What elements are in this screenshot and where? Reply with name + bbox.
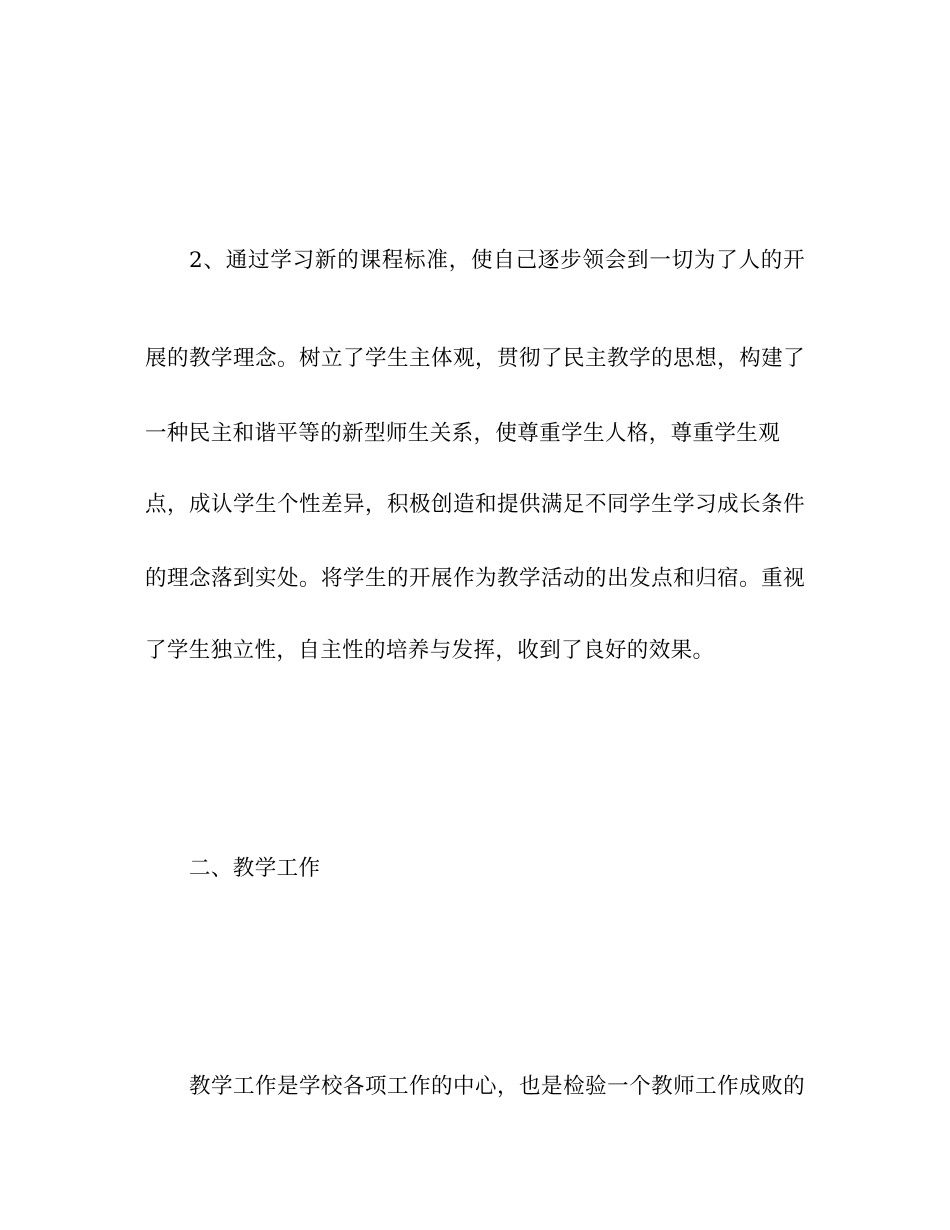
paragraph-1-line-2: 展的教学理念。树立了学生主体观，贯彻了民主教学的思想，构建了 [145,346,805,371]
paragraph-1-line-3: 一种民主和谐平等的新型师生关系，使尊重学生人格，尊重学生观 [145,421,781,446]
paragraph-1-line-1: 2、通过学习新的课程标准，使自己逐步领会到一切为了人的开 [189,248,805,273]
paragraph-1-line-6: 了学生独立性，自主性的培养与发挥，收到了良好的效果。 [145,638,715,663]
paragraph-2-line-1: 教学工作是学校各项工作的中心，也是检验一个教师工作成败的 [189,1074,805,1099]
paragraph-1-line-5: 的理念落到实处。将学生的开展作为教学活动的出发点和归宿。重视 [145,566,805,591]
section-heading: 二、教学工作 [189,856,321,881]
paragraph-1-line-4: 点，成认学生个性差异，积极创造和提供满足不同学生学习成长条件 [145,492,805,517]
